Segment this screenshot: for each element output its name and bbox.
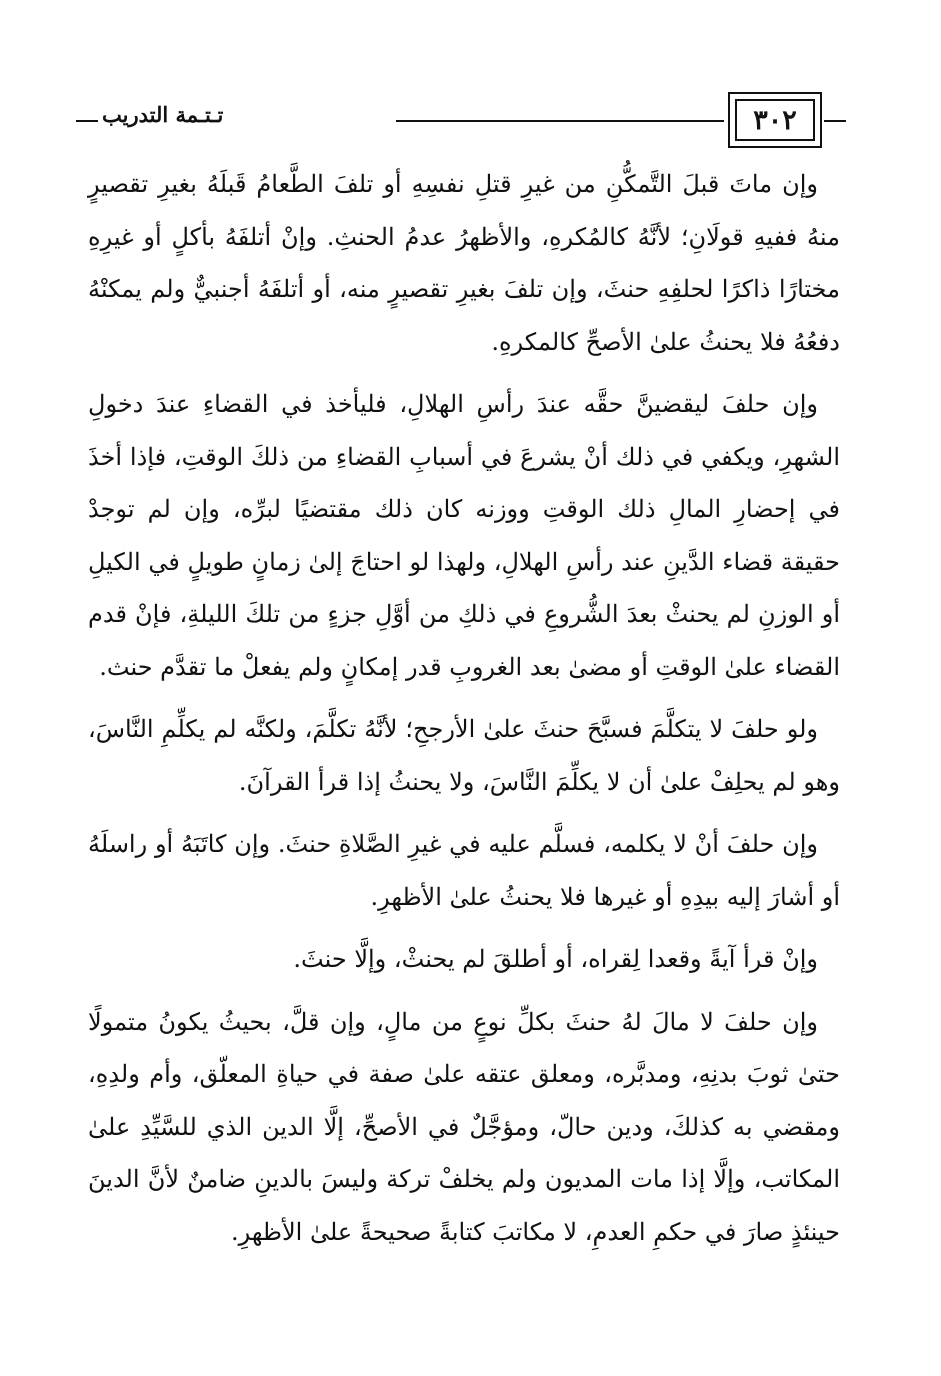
page-number: ٣٠٢ [735,99,815,141]
header-rule-left [76,120,98,122]
header-rule-middle [396,120,724,122]
paragraph: وإن حلفَ أنْ لا يكلمه، فسلَّم عليه في غيرِ الصَّلاةِ حنثَ. وإن كاتَبَهُ أو راسلَهُ أو أشارَ إليه بيدِهِ أو غيرها فلا يحنثُ علىٰ الأظهرِ. [88,830,840,911]
page-body [88,158,840,1268]
paragraph: وإن حلفَ ليقضينَّ حقَّه عندَ رأسِ الهلالِ، فليأخذ في القضاءِ عندَ دخولِ الشهرِ، ويكفي في ذلك أنْ يشرعَ في أسبابِ القضاءِ من ذلكَ الوقتِ، فإذا أخذَ في إحضارِ المالِ ذلك الوقتِ ووزنه كان ذلك مقتضيًا لبرِّه، وإن لم توجدْ حقيقة قضاء الدَّينِ عند رأسِ الهلالِ، ولهذا لو احتاجَ إلىٰ زمانٍ طويلٍ في الكيلِ أو الوزنِ لم يحنثْ بعدَ الشُّروعِ في ذلكِ من أوَّلِ جزءٍ من تلكَ الليلةِ، فإنْ قدم القضاء علىٰ الوقتِ أو مضىٰ بعد الغروبِ قدر إمكانٍ ولم يفعلْ ما تقدَّم حنث. [88,390,840,681]
paragraph: وإن ماتَ قبلَ التَّمكُّنِ من غيرِ قتلِ نفسِهِ أو تلفَ الطَّعامُ قَبلَهُ بغيرِ تقصيرٍ منهُ ففيهِ قولَانِ؛ لأنَّهُ كالمُكرهِ، والأظهرُ عدمُ الحنثِ. وإنْ أتلفَهُ بأكلٍ أو غيرِهِ مختارًا ذاكرًا لحلفِهِ حنثَ، وإن تلفَ بغيرِ تقصيرٍ منه، أو أتلفَهُ أجنبيٌّ ولم يمكنْهُ دفعُهُ فلا يحنثُ علىٰ الأصحِّ كالمكرهِ. [88,170,840,356]
page-number-frame [728,92,822,148]
header-rule-right [824,120,846,122]
paragraph: ولو حلفَ لا يتكلَّمَ فسبَّحَ حنثَ علىٰ الأرجحِ؛ لأنَّهُ تكلَّمَ، ولكنَّه لم يكلِّمِ النَّاسَ، وهو لم يحلِفْ علىٰ أن لا يكلِّمَ النَّاسَ، ولا يحنثُ إذا قرأ القرآنَ. [88,715,840,796]
paragraph: وإنْ قرأ آيةً وقعدا لِقراه، أو أطلقَ لم يحنثْ، وإلَّا حنثَ. [293,945,818,973]
paragraph: وإن حلفَ لا مالَ لهُ حنثَ بكلِّ نوعٍ من مالٍ، وإن قلَّ، بحيثُ يكونُ متمولًا حتىٰ ثوبَ بدنِهِ، ومدبَّره، ومعلق عتقه علىٰ صفة في حياةِ المعلّق، وأم ولدِهِ، ومقضي به كذلكَ، ودين حالّ، ومؤجَّلٌ في الأصحِّ، إلَّا الدين الذي للسَّيِّدِ علىٰ المكاتب، وإلَّا إذا مات المديون ولم يخلفْ تركة وليسَ بالدينِ ضامنٌ لأنَّ الدينَ حينئذٍ صارَ في حكمِ العدمِ، لا مكاتبَ كتابةً صحيحةً علىٰ الأظهرِ. [88,1007,840,1246]
running-title: تـتـمة التدريب [102,102,224,127]
page-header [76,92,846,150]
